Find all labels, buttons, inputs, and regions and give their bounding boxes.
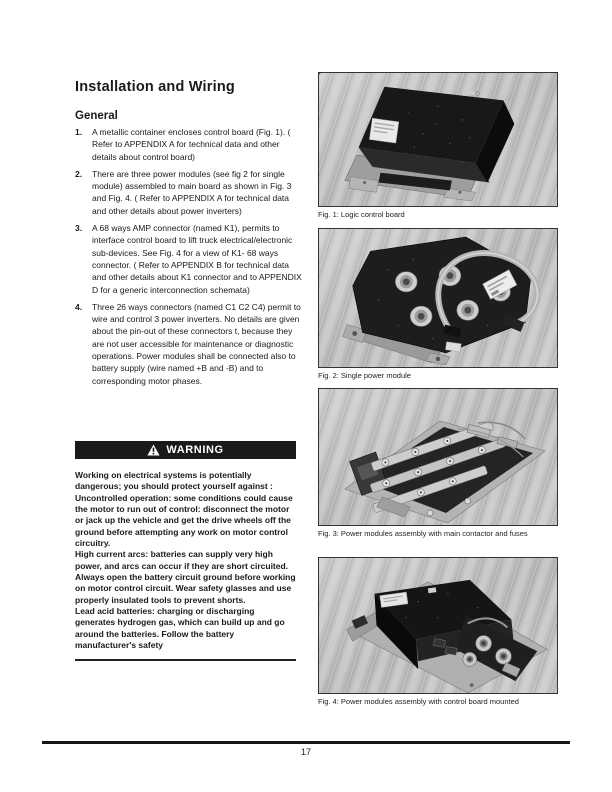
warning-paragraph: High current arcs: batteries can supply very high power, and arcs can occur if they are short circuited. Always open the battery circuit ground before working on motor control circuit. Wear safety glasses and use properly insulated tools to prevent shorts. (75, 549, 296, 605)
list-item (75, 126, 305, 163)
warning-paragraph: Uncontrolled operation: some conditions could cause the motor to run out of control: disconnect the motor or jack up the vehicle and get the drive wheels off the ground before attempting any work on motor control circuitry. (75, 492, 293, 549)
logic-control-board-photo (319, 73, 557, 206)
warning-paragraph: Lead acid batteries: charging or discharging generates hydrogen gas, which can build up and go around the batteries. Follow the battery manufacturer's safety (75, 606, 285, 651)
figure-4-photo (318, 557, 558, 694)
single-power-module-photo (319, 229, 557, 367)
assembly-with-control-board-photo (319, 558, 557, 693)
page-title: Installation and Wiring (75, 78, 235, 95)
list-item (75, 168, 305, 217)
warning-section (75, 441, 296, 661)
warning-banner (75, 441, 296, 459)
figure-4-caption: Fig. 4: Power modules assembly with control board mounted (318, 697, 519, 706)
list-item-number: 2. (75, 168, 83, 179)
warning-body (75, 470, 296, 652)
section-heading: General (75, 109, 118, 122)
figure-3-caption: Fig. 3: Power modules assembly with main contactor and fuses (318, 529, 528, 538)
list-item (75, 222, 305, 296)
list-item-text: There are three power modules (see fig 2 for single module) assembled to main board as shown in Fig. 3 and Fig. 4. ( Refer to APPENDIX A for technical data and other details about power inverters) (92, 168, 292, 216)
warning-banner-label: WARNING (166, 444, 224, 456)
warning-triangle-icon (147, 444, 160, 456)
figure-2-caption: Fig. 2: Single power module (318, 371, 411, 380)
list-item-text: A 68 ways AMP connector (named K1), permits to interface control board to lift truck electrical/electronic sub-devices. See Fig. 4 for a view of K1- 68 ways connector. ( Refer to APPENDIX B for technical data and other details about K1 connector and to APPENDIX D for a generic interconnection schemata) (92, 223, 302, 295)
list-item-number: 1. (75, 127, 83, 137)
figure-1-caption: Fig. 1: Logic control board (318, 210, 405, 219)
list-item-number: 4. (75, 301, 83, 312)
power-modules-assembly-photo (319, 389, 557, 525)
footer-divider (42, 741, 570, 744)
figure-2-photo (318, 228, 558, 368)
list-item-text: A metallic container encloses control board (Fig. 1). ( Refer to APPENDIX A for technical data and other details about control board) (92, 127, 291, 162)
warning-paragraph: Working on electrical systems is potentially dangerous; you should protect yourself against : (75, 470, 273, 492)
list-item (75, 301, 305, 387)
figure-3-photo (318, 388, 558, 526)
page-number: 17 (300, 747, 311, 757)
list-item-text: Three 26 ways connectors (named C1 C2 C4) permit to wire and control 3 power inverters. No details are given about the pin-out of these connectors t, because they are not user accessible for maintenance or diagnostic operations. Power modules shall be connected also to battery supply (wire named +B and -B) and to corresponding motor phases. (92, 301, 301, 386)
warning-divider (75, 659, 296, 661)
figure-1-photo (318, 72, 558, 207)
numbered-list (75, 126, 305, 392)
list-item-number: 3. (75, 223, 83, 234)
